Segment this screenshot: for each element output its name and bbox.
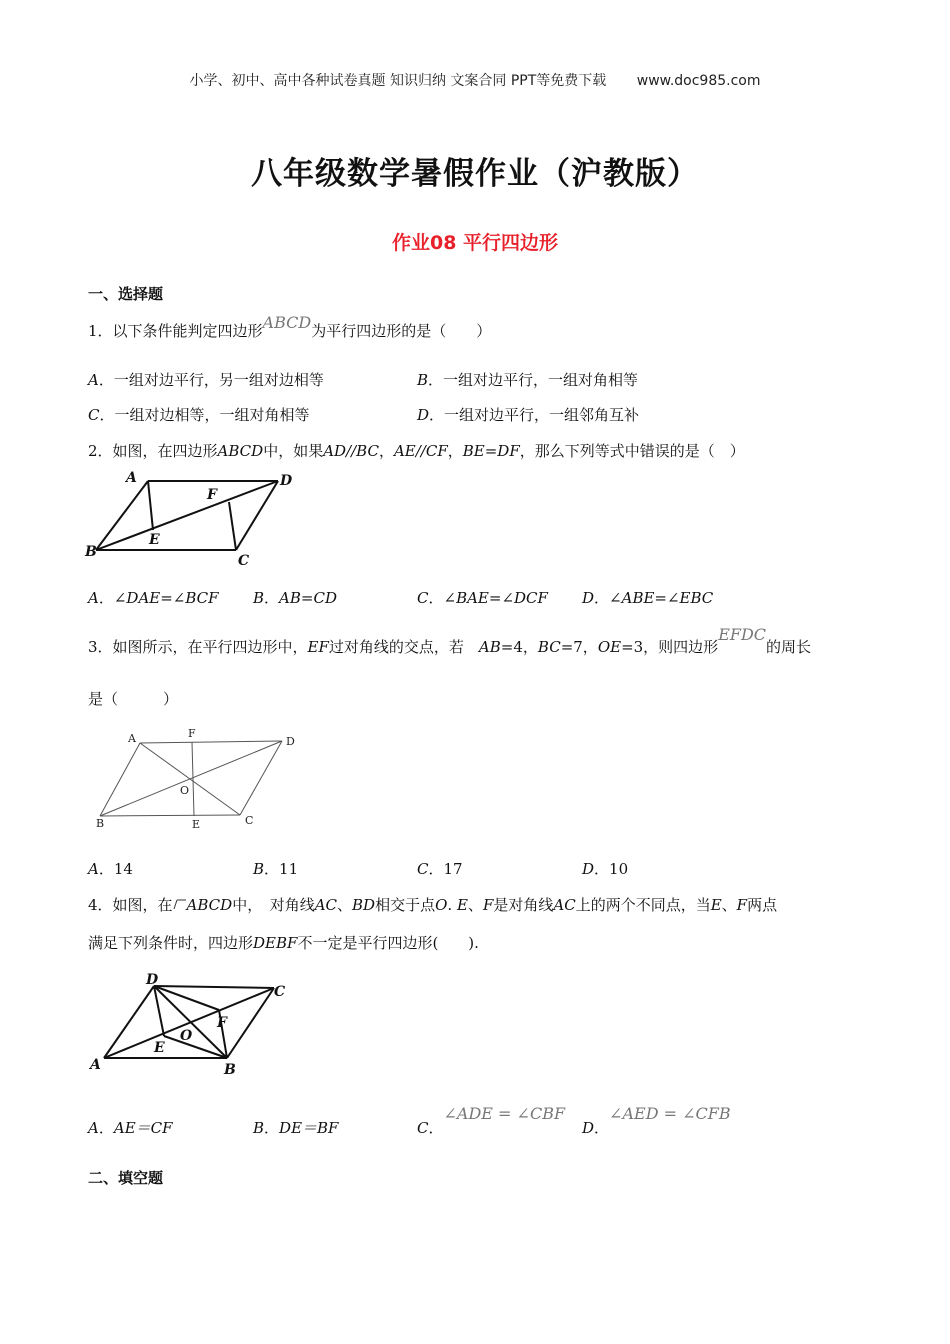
q4-text-b: 中， 对角线 bbox=[232, 896, 315, 914]
option-dot: ． bbox=[264, 1119, 280, 1137]
option-dot: ． bbox=[98, 1119, 114, 1137]
fig-line-ae bbox=[148, 481, 153, 530]
q3-option-a[interactable] bbox=[88, 858, 133, 879]
q2-cond-1: AD//BC bbox=[323, 442, 379, 460]
fig-line-ab bbox=[100, 743, 140, 816]
option-dot: ． bbox=[594, 1119, 610, 1137]
q2-cond-2: AE//CF bbox=[393, 442, 448, 460]
q4-option-b[interactable] bbox=[253, 1117, 338, 1138]
q3-bc: BC bbox=[537, 638, 561, 656]
fig-label-c: C bbox=[238, 553, 250, 569]
q4-text-h: 不一定是平行四边形( ). bbox=[297, 934, 479, 952]
option-text: DE＝BF bbox=[279, 1119, 339, 1137]
option-label: C bbox=[417, 589, 429, 607]
q4-ac: AC bbox=[314, 896, 338, 914]
page-subtitle: 作业08 平行四边形 bbox=[391, 232, 559, 254]
fig-label-a: A bbox=[128, 732, 136, 745]
q3-value-1: =4， bbox=[500, 638, 538, 656]
fig-label-d: D bbox=[286, 735, 295, 748]
option-dot: ． bbox=[428, 1119, 444, 1137]
section-fill-heading: 二、填空题 bbox=[88, 1169, 164, 1187]
option-dot: ． bbox=[428, 589, 444, 607]
q4-sep: . bbox=[447, 896, 457, 914]
q2-abcd: ABCD bbox=[217, 442, 264, 460]
option-dot: ． bbox=[98, 589, 114, 607]
q3-math-efdc: EFDC bbox=[718, 625, 767, 644]
fig-label-c: C bbox=[245, 814, 254, 827]
option-text: AB=CD bbox=[279, 589, 337, 607]
q4-text-g: 满足下列条件时，四边形 bbox=[88, 934, 254, 952]
q4-text-a: 4．如图，在 bbox=[88, 896, 173, 914]
option-math: ∠AED = ∠CFB bbox=[609, 1104, 731, 1123]
fig-label-e: E bbox=[192, 818, 201, 831]
option-label: C bbox=[417, 1119, 429, 1137]
q1-option-b[interactable] bbox=[417, 369, 638, 390]
fig-line-df bbox=[154, 986, 219, 1010]
q3-text-c: =3，则四边形 bbox=[621, 638, 719, 656]
q1-math-abcd: ABCD bbox=[262, 313, 312, 332]
fig-label-a: A bbox=[90, 1057, 101, 1073]
fig-label-b: B bbox=[96, 817, 105, 830]
q3-oe: OE bbox=[597, 638, 622, 656]
option-text: ．14 bbox=[98, 860, 133, 878]
option-label: B bbox=[253, 589, 265, 607]
option-label: A bbox=[88, 860, 99, 878]
fig-label-o: O bbox=[180, 784, 190, 797]
q2-sep: ， bbox=[447, 442, 463, 460]
option-text: ．10 bbox=[594, 860, 629, 878]
q4-text-e: 上的两个不同点，当 bbox=[575, 896, 711, 914]
parallelogram-icon bbox=[173, 897, 187, 911]
q1-text-b: 为平行四边形的是（ ） bbox=[311, 322, 492, 340]
option-text: ．一组对边相等，一组对角相等 bbox=[99, 406, 310, 424]
fig-label-d: D bbox=[280, 473, 293, 489]
q1-option-d[interactable] bbox=[417, 404, 639, 425]
option-label: B bbox=[417, 371, 429, 389]
option-label: D bbox=[582, 860, 595, 878]
option-label: C bbox=[417, 860, 429, 878]
fig-label-f: F bbox=[217, 1015, 227, 1031]
question-1-stem bbox=[88, 313, 492, 341]
fig-label-f: F bbox=[207, 487, 217, 503]
option-label: A bbox=[88, 1119, 99, 1137]
q2-cond-3: BE=DF bbox=[462, 442, 520, 460]
fig-line-dc bbox=[236, 481, 278, 550]
fig-label-b: B bbox=[224, 1062, 236, 1078]
fig-line-dc bbox=[154, 986, 274, 988]
q1-option-c[interactable] bbox=[88, 404, 310, 425]
fig-line-ad bbox=[140, 741, 282, 743]
header-site-link[interactable]: www.doc985.com bbox=[636, 73, 761, 89]
fig-line-eb bbox=[164, 1036, 227, 1058]
fig-line-dc bbox=[240, 741, 282, 815]
q3-text-a: 3．如图所示，在平行四边形中， bbox=[88, 638, 308, 656]
page-title: 八年级数学暑假作业（沪教版） bbox=[251, 156, 699, 192]
q3-ef: EF bbox=[307, 638, 329, 656]
option-label: D bbox=[582, 1119, 595, 1137]
option-text: ．一组对边平行，一组邻角互补 bbox=[429, 406, 640, 424]
q3-option-d[interactable] bbox=[582, 858, 628, 879]
q3-value-2: =7， bbox=[560, 638, 598, 656]
q2-figure bbox=[82, 466, 312, 570]
header-text: 小学、初中、高中各种试卷真题 知识归纳 文案合同 PPT等免费下载 bbox=[189, 73, 607, 89]
q4-bd: BD bbox=[352, 896, 376, 914]
q2-text-b: 中，如果 bbox=[263, 442, 324, 460]
option-label: B bbox=[253, 1119, 265, 1137]
q1-text-a: 1．以下条件能判定四边形 bbox=[88, 322, 263, 340]
fig-line-bd bbox=[100, 741, 282, 816]
option-text: ．一组对边平行，另一组对边相等 bbox=[98, 371, 324, 389]
option-text: ．17 bbox=[428, 860, 463, 878]
fig-label-b: B bbox=[85, 544, 97, 560]
fig-label-d: D bbox=[146, 972, 159, 988]
q2-option-c[interactable] bbox=[417, 587, 548, 608]
q4-option-a[interactable] bbox=[88, 1117, 173, 1138]
section-choice-heading: 一、选择题 bbox=[88, 285, 164, 303]
fig-line-cf bbox=[229, 502, 236, 550]
q4-ac: AC bbox=[553, 896, 576, 914]
option-label: B bbox=[253, 860, 265, 878]
option-label: A bbox=[88, 371, 99, 389]
option-text: ．11 bbox=[264, 860, 299, 878]
option-math: ∠ADE = ∠CBF bbox=[443, 1104, 566, 1123]
question-4-stem bbox=[88, 894, 777, 915]
option-dot: ． bbox=[594, 589, 610, 607]
question-2-stem bbox=[88, 440, 745, 461]
fig-label-e: E bbox=[149, 532, 160, 548]
fig-label-o: O bbox=[180, 1028, 193, 1044]
fig-label-a: A bbox=[126, 470, 137, 486]
fig-line-bc bbox=[100, 815, 240, 816]
q4-sep: 、 bbox=[721, 896, 737, 914]
q4-f: F bbox=[736, 896, 748, 914]
q4-e: E bbox=[456, 896, 468, 914]
fig-label-c: C bbox=[274, 984, 286, 1000]
q3-option-c[interactable] bbox=[417, 858, 463, 879]
option-text: ∠ABE=∠EBC bbox=[609, 589, 714, 607]
q3-figure bbox=[88, 727, 308, 837]
q2-option-a[interactable] bbox=[88, 587, 219, 608]
q4-abcd: ABCD bbox=[186, 896, 233, 914]
fig-line-ef bbox=[192, 742, 194, 816]
option-text: AE＝CF bbox=[113, 1119, 173, 1137]
q4-sep: 、 bbox=[337, 896, 353, 914]
q3-text-d: 的周长 bbox=[766, 638, 812, 656]
q4-debf: DEBF bbox=[253, 934, 298, 952]
q4-o: O bbox=[435, 896, 448, 914]
question-4-line2 bbox=[88, 932, 479, 953]
q4-figure bbox=[84, 966, 304, 1078]
q2-sep: ， bbox=[378, 442, 394, 460]
option-text: ∠DAE=∠BCF bbox=[113, 589, 219, 607]
question-3-line2: 是（ ） bbox=[88, 690, 179, 708]
q2-text-c: ，那么下列等式中错误的是（ ） bbox=[519, 442, 745, 460]
option-label: D bbox=[582, 589, 595, 607]
q4-text-f: 两点 bbox=[747, 896, 778, 914]
option-label: A bbox=[88, 589, 99, 607]
fig-label-e: E bbox=[154, 1040, 165, 1056]
q2-option-b[interactable] bbox=[253, 587, 337, 608]
option-text: ∠BAE=∠DCF bbox=[443, 589, 548, 607]
q1-option-a[interactable] bbox=[88, 369, 324, 390]
option-text: ．一组对边平行，一组对角相等 bbox=[428, 371, 639, 389]
q3-option-b[interactable] bbox=[253, 858, 298, 879]
question-3-stem bbox=[88, 625, 812, 657]
q2-option-d[interactable] bbox=[582, 587, 713, 608]
q4-f: F bbox=[482, 896, 494, 914]
q4-e: E bbox=[710, 896, 722, 914]
q4-option-c[interactable] bbox=[417, 1104, 566, 1138]
q3-text-b: 过对角线的交点，若 bbox=[328, 638, 479, 656]
q4-sep: 、 bbox=[467, 896, 483, 914]
fig-line-bd bbox=[96, 481, 278, 550]
fig-label-f: F bbox=[188, 727, 196, 740]
q4-text-c: 相交于点 bbox=[375, 896, 436, 914]
site-header bbox=[0, 70, 950, 90]
option-label: D bbox=[417, 406, 430, 424]
q4-text-d: 是对角线 bbox=[493, 896, 554, 914]
q2-text-a: 2．如图，在四边形 bbox=[88, 442, 218, 460]
q3-ab: AB bbox=[478, 638, 501, 656]
option-label: C bbox=[88, 406, 100, 424]
option-dot: ． bbox=[264, 589, 280, 607]
q4-option-d[interactable] bbox=[582, 1104, 731, 1138]
